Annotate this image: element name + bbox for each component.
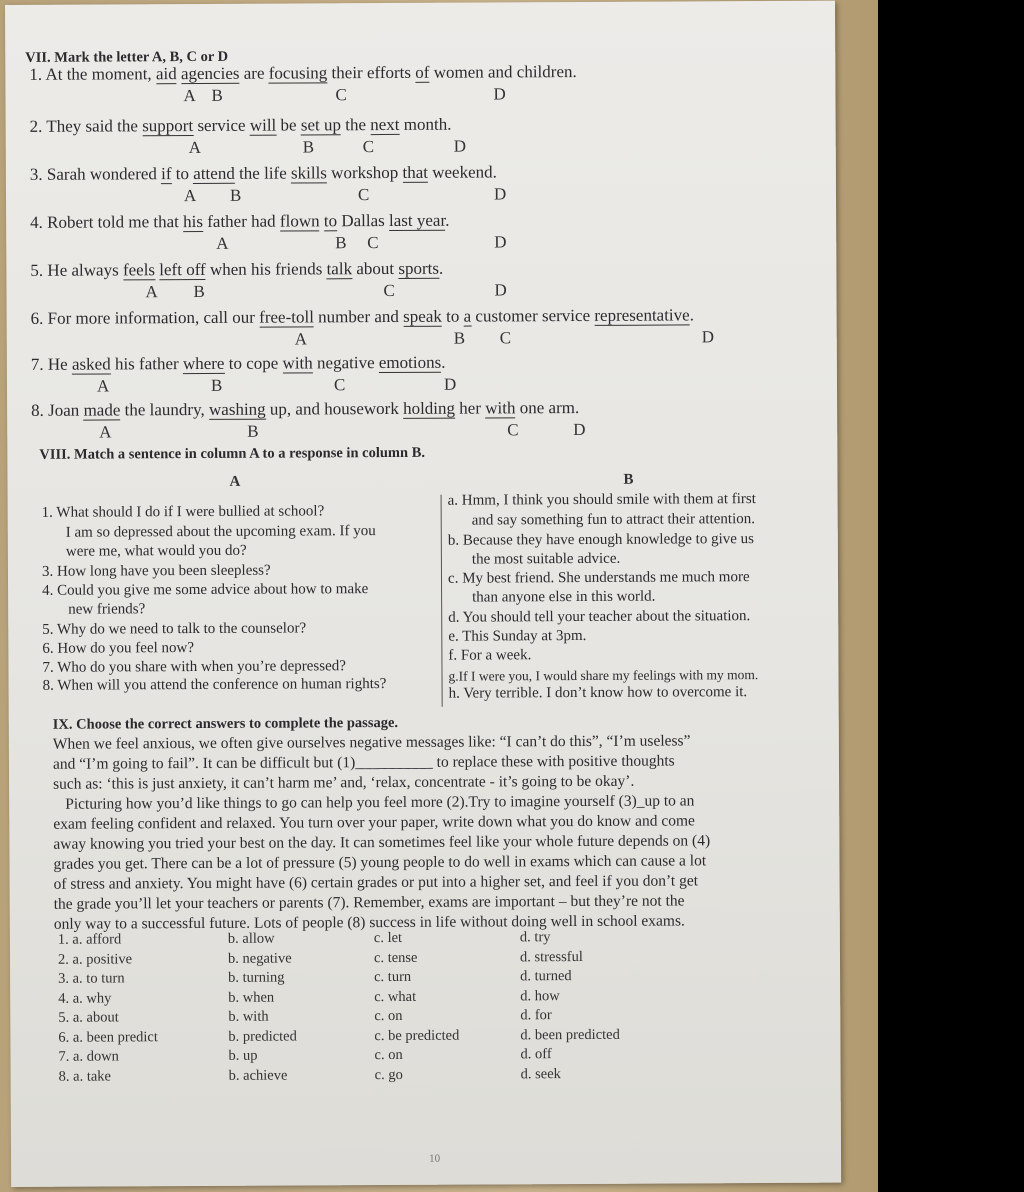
answer-option: c. on	[374, 1007, 403, 1025]
answer-option: b. with	[228, 1008, 269, 1025]
match-left-2b: were me, what would you do?	[65, 542, 247, 560]
match-left-2a: I am so depressed about the upcoming exam. If you	[65, 523, 376, 541]
underlined-option: that	[402, 162, 428, 182]
answer-option: d. stressful	[519, 948, 583, 965]
answer-letter-c: C	[499, 328, 512, 348]
question-text: 7. He	[30, 354, 73, 374]
question-text: Dallas	[337, 210, 390, 231]
underlined-option: attend	[193, 163, 235, 184]
match-right-a1: a. Hmm, I think you should smile with them at first	[447, 491, 756, 509]
underlined-option: feels	[122, 260, 156, 280]
answer-option: 2. a. positive	[57, 950, 133, 968]
passage-line: the grade you’ll let your teachers or parents (7). Remember, exams are important – but they’re not the	[53, 892, 685, 913]
passage-line: exam feeling confident and relaxed. You turn over your paper, write down what you do know and come	[53, 812, 695, 833]
answer-option: b. allow	[227, 930, 275, 947]
answer-letter-c: C	[367, 233, 379, 253]
underlined-option: if	[161, 164, 172, 184]
question-text: her	[454, 398, 486, 418]
underlined-option: left off	[159, 259, 206, 280]
match-right-d: d. You should tell your teacher about the situation.	[448, 608, 751, 626]
answer-letter-a: A	[294, 329, 308, 349]
section-7-heading: VII. Mark the letter A, B, C or D	[25, 48, 229, 66]
answer-letter-c: C	[362, 137, 375, 157]
page-number: 10	[429, 1152, 441, 1165]
question-text: month.	[399, 114, 452, 134]
answer-letter-c: C	[507, 420, 519, 440]
match-right-a2: and say something fun to attract their attention.	[471, 511, 756, 529]
column-a-header: A	[229, 473, 241, 490]
question-text: 3. Sarah wondered	[29, 164, 162, 184]
underlined-option: made	[83, 400, 121, 420]
section-9-heading: IX. Choose the correct answers to complete the passage.	[52, 714, 399, 733]
answer-option: b. achieve	[228, 1067, 288, 1084]
question-5	[30, 259, 443, 280]
black-border	[878, 0, 1024, 1192]
answer-option: d. been predicted	[520, 1026, 620, 1043]
passage-line: such as: ‘this is just anxiety, it can’t harm me’ and, ‘relax, concentrate - it’s going to be okay’.	[53, 772, 635, 793]
question-1	[29, 62, 576, 84]
underlined-option: free-toll	[259, 307, 314, 327]
underlined-option: sports	[398, 258, 440, 278]
underlined-option: talk	[326, 259, 353, 279]
answer-letter-a: A	[216, 233, 229, 253]
question-text: 5. He always	[30, 260, 123, 280]
answer-option: 4. a. why	[58, 989, 112, 1007]
question-text: 2. They said the	[29, 116, 143, 136]
answer-option: 8. a. take	[58, 1067, 111, 1085]
answer-option: c. be predicted	[374, 1027, 460, 1044]
answer-letter-a: A	[145, 282, 158, 302]
match-right-e: e. This Sunday at 3pm.	[448, 627, 587, 645]
passage-line: grades you get. There can be a lot of pressure (5) young people to do well in exams which can cause a lot	[53, 852, 707, 873]
underlined-option: focusing	[268, 63, 328, 83]
answer-option: c. go	[374, 1066, 403, 1083]
answer-option: 3. a. to turn	[58, 970, 125, 987]
match-right-b1: b. Because they have enough knowledge to give us	[447, 531, 755, 549]
answer-option: d. off	[520, 1046, 552, 1063]
answer-option: d. for	[520, 1007, 552, 1024]
answer-option: b. turning	[228, 969, 285, 986]
question-text: his father	[110, 354, 183, 374]
answer-option: 7. a. down	[58, 1048, 119, 1065]
question-text: .	[438, 258, 444, 278]
answer-option: d. try	[519, 929, 551, 946]
match-left-6: 6. How do you feel now?	[42, 640, 195, 657]
match-left-1: 1. What should I do if I were bullied at school?	[41, 503, 325, 521]
passage-line: Picturing how you’d like things to go can help you feel more (2).Try to imagine yourself (3)_up to an	[65, 792, 695, 813]
question-text: number and	[313, 306, 404, 327]
underlined-option: will	[249, 115, 277, 135]
question-text: 4. Robert told me that	[30, 212, 184, 232]
question-text: father had	[202, 211, 280, 231]
passage-line: only way to a successful future. Lots of people (8) success in life without doing well in school exams.	[53, 912, 685, 933]
answer-letter-b: B	[210, 375, 223, 395]
question-text: .	[445, 210, 450, 230]
answer-letter-d: D	[443, 374, 457, 394]
answer-letter-d: D	[701, 327, 715, 347]
answer-letter-a: A	[99, 422, 112, 442]
answer-letter-c: C	[357, 185, 370, 205]
answer-option: c. let	[373, 929, 403, 947]
question-text: service	[193, 115, 250, 136]
underlined-option: holding	[403, 398, 456, 418]
answer-letter-a: A	[183, 86, 196, 106]
answer-letter-b: B	[335, 233, 347, 253]
question-8	[31, 398, 579, 420]
passage-line: away knowing you tried your best on the day. It can sometimes feel like your whole future depends on (4)	[53, 832, 711, 853]
match-right-c1: c. My best friend. She understands me much more	[447, 569, 750, 587]
match-right-b2: the most suitable advice.	[471, 550, 621, 568]
underlined-option: aid	[155, 64, 177, 84]
question-text: women and children.	[429, 62, 577, 82]
underlined-option: with	[282, 353, 313, 373]
answer-letter-d: D	[573, 419, 586, 440]
answer-option: c. what	[374, 988, 417, 1005]
answer-letter-b: B	[193, 281, 205, 302]
answer-letter-d: D	[494, 280, 507, 300]
answer-option: 6. a. been predict	[58, 1028, 158, 1046]
underlined-option: with	[485, 398, 516, 418]
answer-option: b. up	[228, 1047, 258, 1064]
match-left-8: 8. When will you attend the conference on human rights?	[42, 676, 387, 694]
question-text: 6. For more information, call our	[30, 307, 260, 328]
question-text: to cope	[224, 353, 283, 373]
answer-letter-d: D	[494, 232, 507, 252]
answer-option: b. negative	[227, 950, 292, 967]
underlined-option: a	[463, 306, 472, 326]
answer-letter-b: B	[211, 85, 223, 105]
answer-letter-c: C	[383, 280, 395, 301]
match-right-c2: than anyone else in this world.	[472, 588, 656, 606]
question-text: 8. Joan	[31, 400, 84, 420]
question-text: the laundry,	[120, 399, 210, 420]
underlined-option: last year	[388, 210, 446, 230]
answer-letter-c: C	[335, 85, 347, 105]
underlined-option: support	[142, 116, 194, 136]
underlined-option: asked	[71, 354, 111, 374]
answer-option: 1. a. afford	[57, 931, 122, 948]
answer-option: d. seek	[520, 1065, 561, 1082]
underlined-option: to	[323, 211, 338, 231]
match-right-f: f. For a week.	[448, 647, 532, 664]
answer-option: c. tense	[373, 949, 418, 966]
question-text: negative	[312, 353, 379, 373]
question-text: be	[276, 115, 301, 135]
passage-line: of stress and anxiety. You might have (6) certain grades or put into a higher set, and feel if you don’t get	[53, 872, 699, 893]
underlined-option: washing	[208, 399, 266, 419]
passage-line: When we feel anxious, we often give ourselves negative messages like: “I can’t do this”, “I’m useless”	[52, 732, 691, 753]
question-text: are	[239, 63, 269, 83]
question-text: the life	[234, 163, 292, 183]
answer-letter-b: B	[302, 137, 315, 157]
worksheet-page	[5, 1, 841, 1187]
answer-letter-d: D	[453, 136, 467, 156]
underlined-option: flown	[279, 211, 320, 231]
question-text: to	[171, 164, 194, 184]
column-divider	[441, 495, 443, 707]
answer-letter-a: A	[96, 376, 110, 396]
match-left-4a: 4. Could you give me some advice about how to make	[42, 581, 369, 599]
question-6	[31, 305, 694, 327]
passage-line: and “I’m going to fail”. It can be difficult but (1)__________ to replace these with positive thoughts	[52, 752, 675, 773]
question-text: .	[689, 305, 694, 325]
answer-option: 5. a. about	[58, 1009, 119, 1026]
question-3	[30, 162, 497, 183]
matching-table	[31, 471, 832, 711]
question-2	[30, 115, 452, 136]
answer-letter-d: D	[493, 184, 507, 204]
section-8-heading: VIII. Match a sentence in column A to a response in column B.	[39, 444, 426, 463]
answer-option: d. how	[520, 987, 560, 1004]
match-left-3: 3. How long have you been sleepless?	[41, 562, 271, 580]
answer-letter-d: D	[493, 84, 506, 104]
underlined-option: speak	[403, 306, 442, 326]
underlined-option: his	[183, 211, 204, 232]
question-text: workshop	[326, 162, 403, 183]
question-text: .	[441, 352, 446, 372]
underlined-option: next	[370, 114, 400, 135]
question-7	[31, 353, 446, 374]
match-left-4b: new friends?	[68, 601, 146, 618]
match-left-5: 5. Why do we need to talk to the counselor?	[42, 620, 307, 638]
answer-letter-a: A	[183, 186, 197, 206]
answer-letter-b: B	[453, 328, 466, 348]
answer-letter-c: C	[333, 375, 346, 395]
answer-option: c. turn	[374, 968, 412, 986]
question-text: 1. At the moment,	[29, 64, 156, 84]
answer-letter-b: B	[229, 185, 242, 205]
underlined-option: set up	[300, 115, 341, 135]
answer-option: c. on	[374, 1046, 403, 1064]
column-b-header: B	[623, 471, 634, 488]
question-4	[30, 211, 449, 232]
question-text: when his friends	[205, 259, 327, 279]
question-text: one arm.	[515, 397, 580, 418]
answer-letter-a: A	[188, 137, 202, 158]
question-text: customer service	[471, 305, 595, 326]
answer-letter-b: B	[247, 421, 259, 441]
question-text: weekend.	[427, 162, 497, 182]
question-text: their efforts	[327, 62, 416, 83]
question-text: up, and housework	[265, 398, 404, 419]
answer-option: b. predicted	[228, 1027, 297, 1045]
answer-option: d. turned	[520, 968, 572, 985]
underlined-option: of	[415, 62, 430, 82]
match-right-g: g.If I were you, I would share my feelings with my mom.	[448, 667, 759, 684]
underlined-option: emotions	[378, 352, 442, 373]
question-text: about	[352, 258, 399, 279]
match-right-h: h. Very terrible. I don’t know how to overcome it.	[448, 684, 748, 702]
question-text: to	[441, 306, 464, 326]
answer-option: b. when	[228, 989, 275, 1006]
underlined-option: agencies	[180, 63, 240, 84]
match-left-7: 7. Who do you share with when you’re depressed?	[42, 658, 346, 676]
underlined-option: skills	[290, 163, 327, 183]
question-text: the	[340, 115, 371, 135]
underlined-option: where	[182, 353, 225, 374]
underlined-option: representative	[594, 305, 690, 325]
